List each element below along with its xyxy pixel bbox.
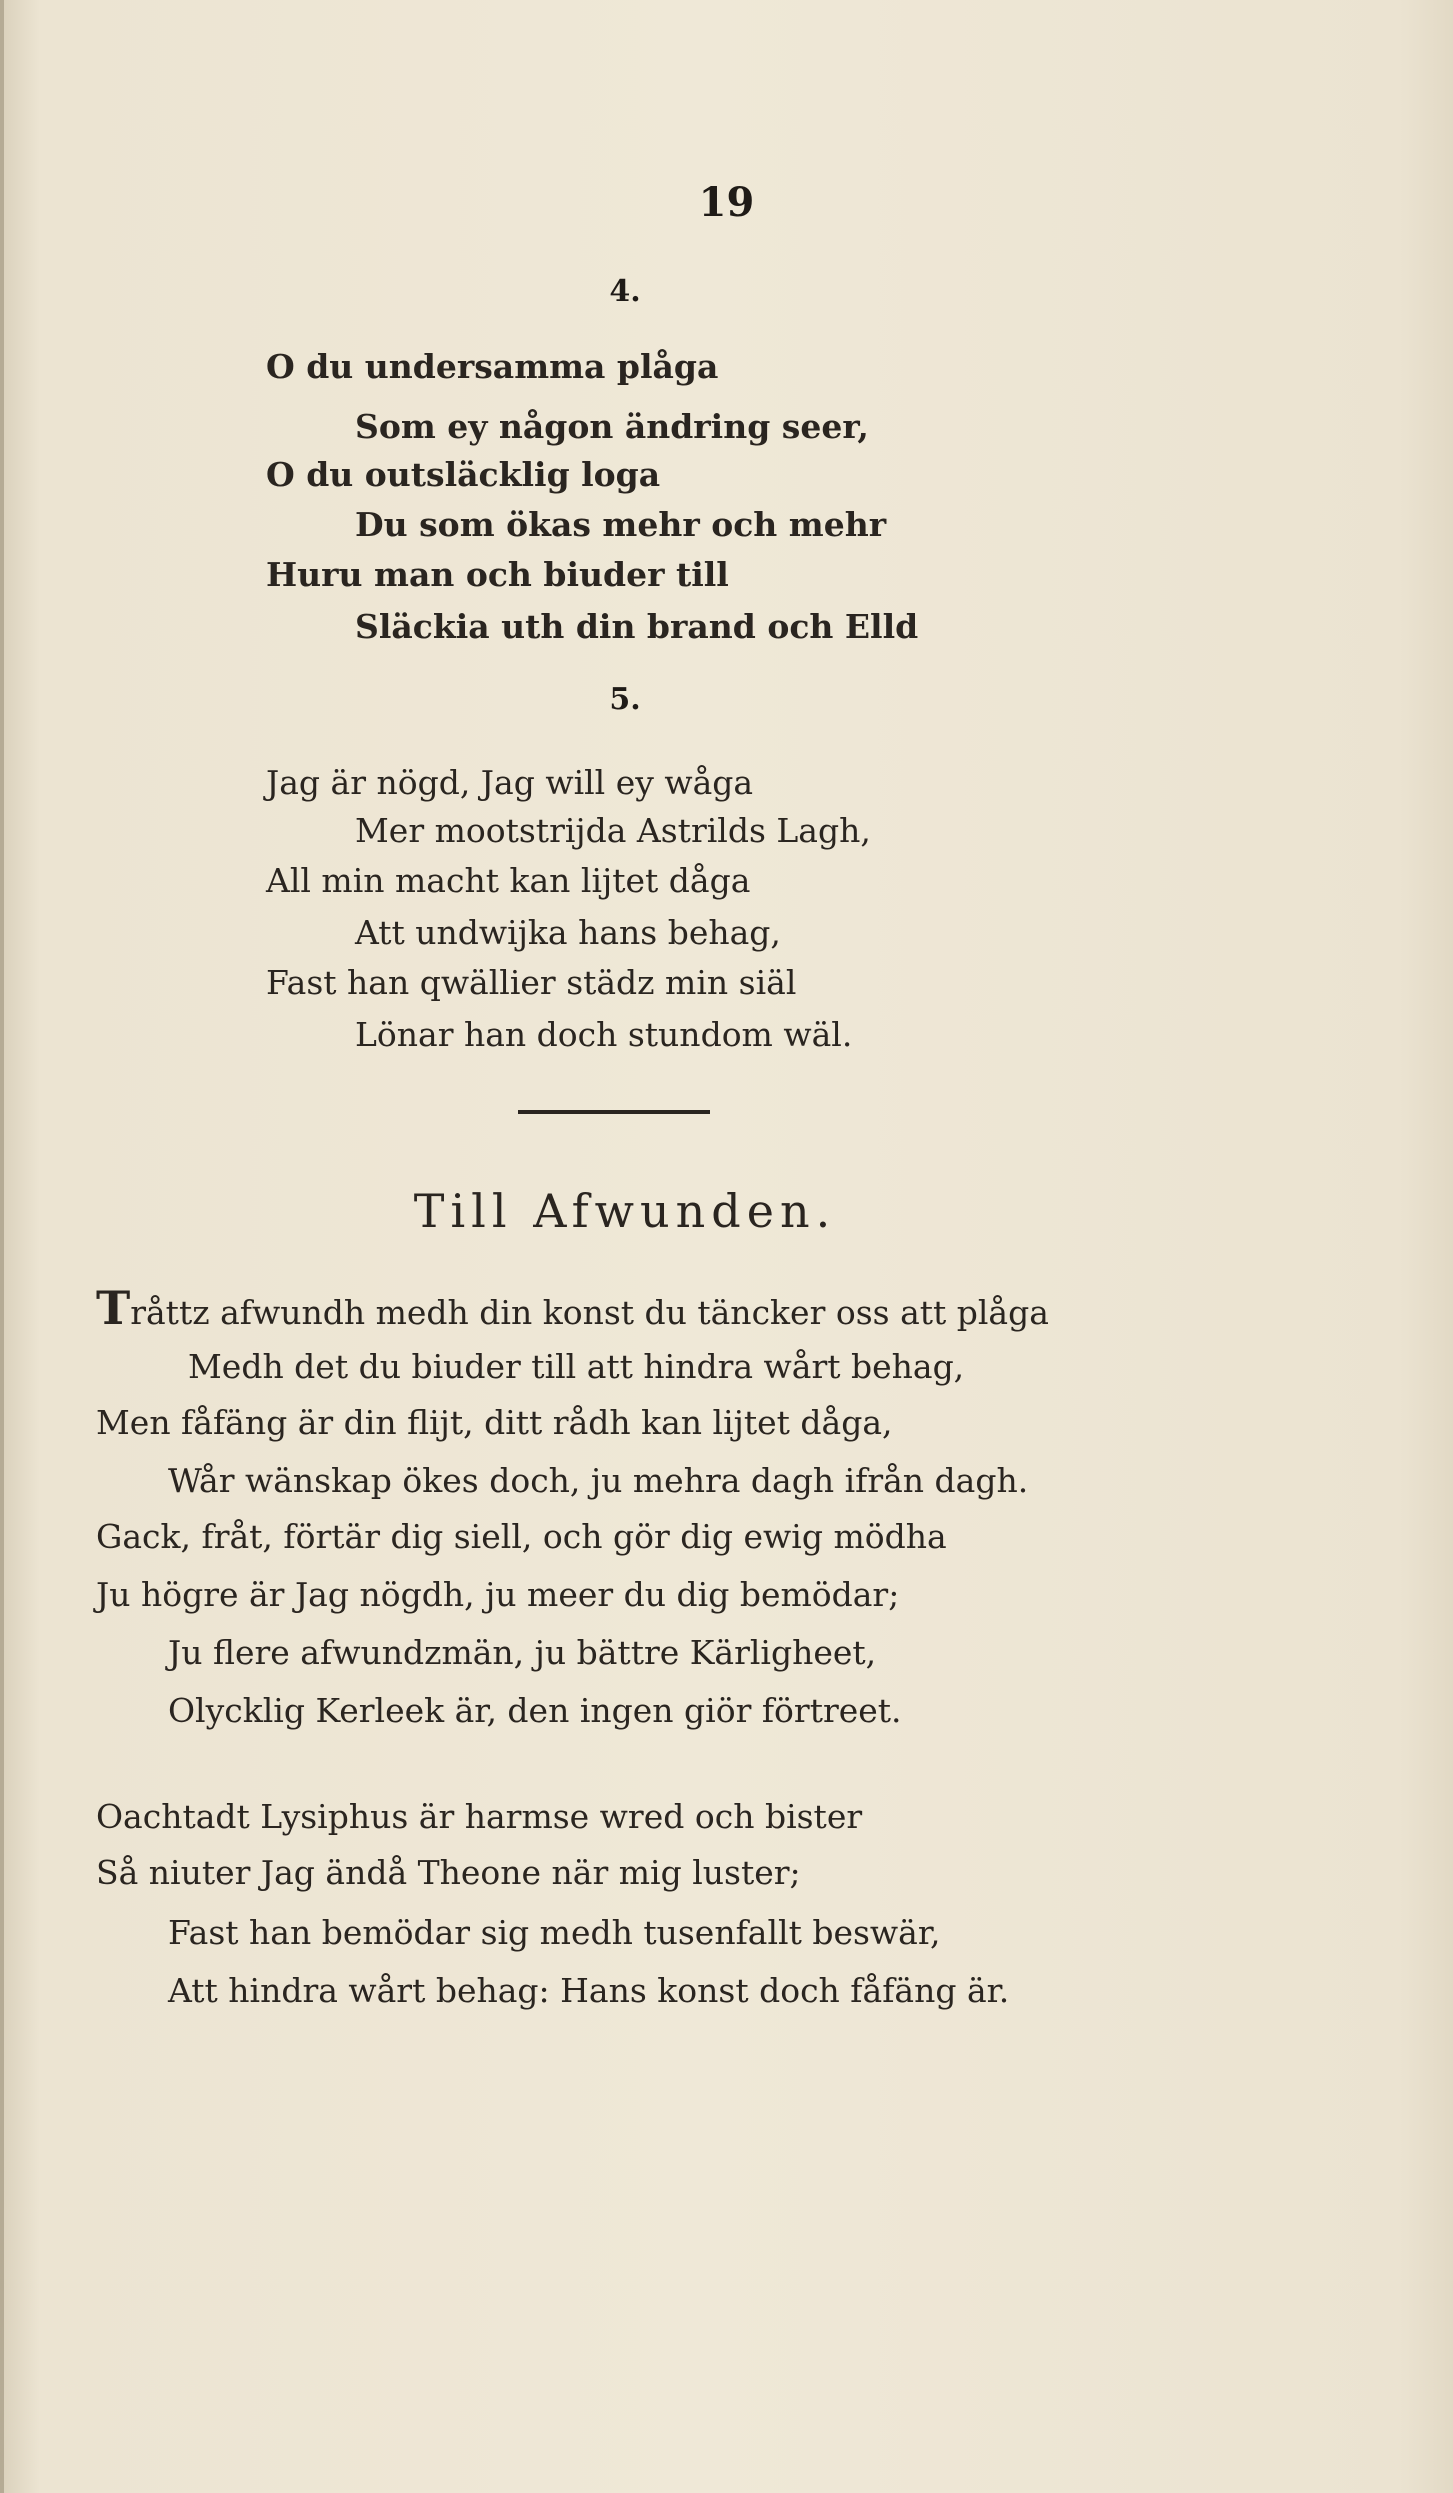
poem3-line: Att hindra wårt behag: Hans konst doch fåfäng är.	[168, 1971, 1010, 2010]
page-edge	[0, 0, 4, 2493]
poem2-line: Gack, fråt, förtär dig siell, och gör dig ewig mödha	[96, 1517, 947, 1556]
stanza5-line: Fast han qwällier städz min siäl	[266, 963, 797, 1002]
poem-title: Till Afwunden.	[413, 1184, 837, 1238]
stanza5-line: Att undwijka hans behag,	[355, 913, 781, 952]
stanza4-line: Du som ökas mehr och mehr	[355, 505, 887, 544]
page-number: 19	[698, 179, 755, 226]
poem2-line: Wår wänskap ökes doch, ju mehra dagh ifrån dagh.	[168, 1461, 1029, 1500]
stanza4-line: Huru man och biuder till	[266, 555, 729, 594]
stanza4-line: Släckia uth din brand och Elld	[355, 607, 919, 646]
poem2-line: Medh det du biuder till att hindra wårt behag,	[188, 1347, 965, 1386]
poem2-first-line	[96, 1278, 1049, 1343]
poem2-line: Men fåfäng är din flijt, ditt rådh kan lijtet dåga,	[96, 1403, 893, 1442]
stanza5-line: Mer mootstrijda Astrilds Lagh,	[355, 811, 871, 850]
stanza5-line: Lönar han doch stundom wäl.	[355, 1015, 853, 1054]
poem3-line: Så niuter Jag ändå Theone när mig luster;	[96, 1853, 801, 1892]
poem3-line: Fast han bemödar sig medh tusenfallt beswär,	[168, 1913, 941, 1952]
stanza-number-4: 4.	[609, 274, 641, 309]
stanza5-line: All min macht kan lijtet dåga	[266, 861, 751, 900]
poem2-line: Ju flere afwundzmän, ju bättre Kärligheet,	[168, 1633, 877, 1672]
drop-cap: T	[96, 1281, 131, 1335]
section-divider	[518, 1110, 710, 1114]
poem2-line: Ju högre är Jag nögdh, ju meer du dig bemödar;	[96, 1575, 900, 1614]
poem2-line: Olycklig Kerleek är, den ingen giör förtreet.	[168, 1691, 902, 1730]
stanza4-line: O du undersamma plåga	[266, 347, 719, 386]
stanza4-line: Som ey någon ändring seer,	[355, 407, 869, 446]
stanza-number-5: 5.	[609, 682, 641, 717]
poem2-first-line-text: råttz afwundh medh din konst du täncker oss att plåga	[130, 1293, 1049, 1332]
poem3-line: Oachtadt Lysiphus är harmse wred och bister	[96, 1797, 863, 1836]
stanza4-line: O du outsläcklig loga	[266, 455, 661, 494]
stanza5-line: Jag är nögd, Jag will ey wåga	[266, 763, 754, 802]
